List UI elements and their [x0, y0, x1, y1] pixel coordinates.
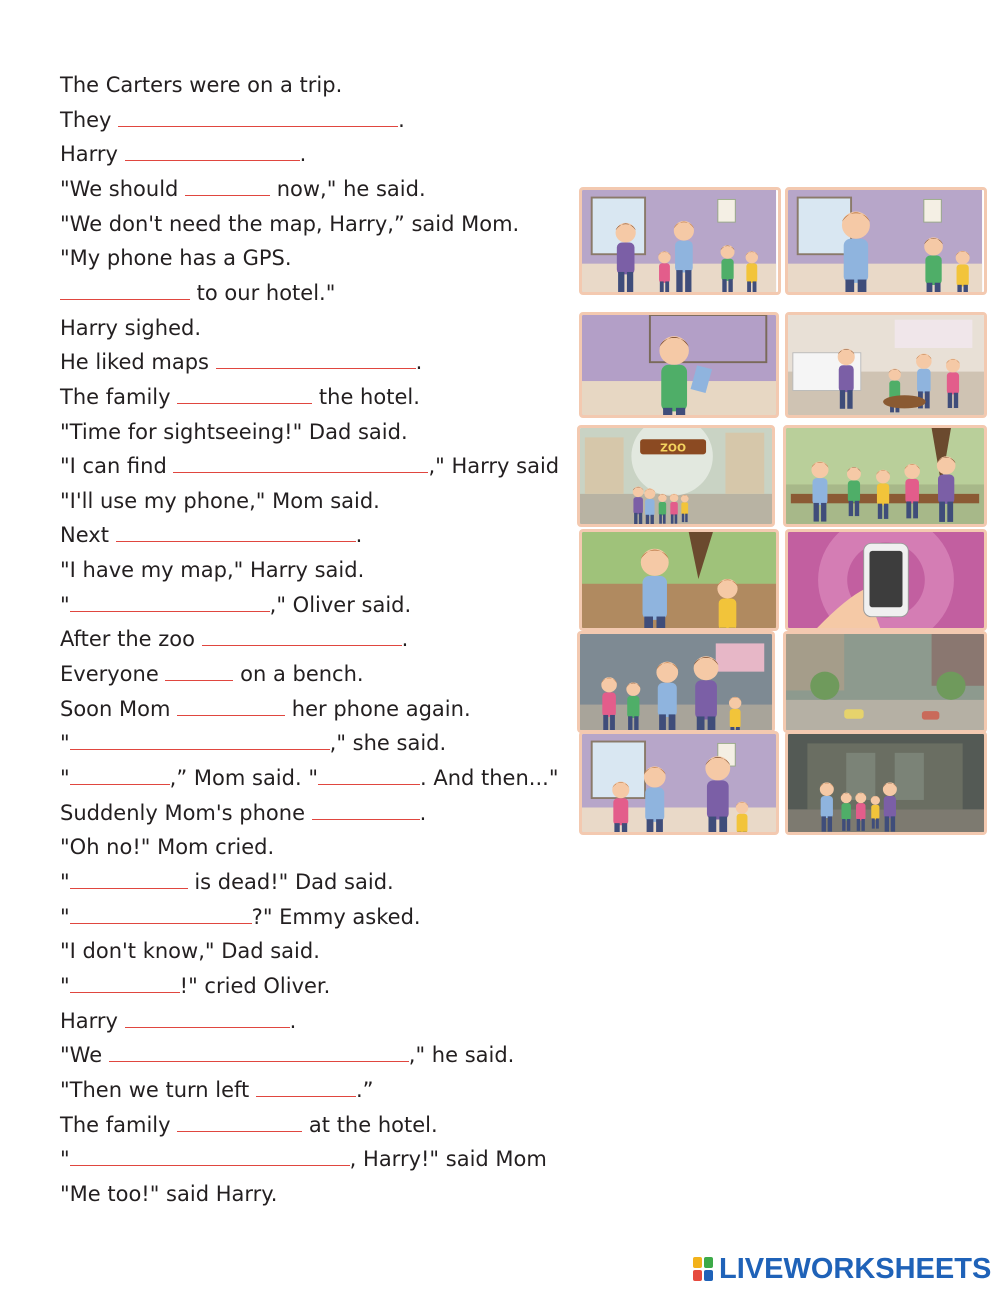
sentence-text: "I'll use my phone," Mom said. — [60, 488, 380, 513]
sentence-text: "I don't know," Dad said. — [60, 939, 320, 964]
sentence-text: " — [60, 1147, 70, 1172]
sentence-text: ," Harry said — [428, 454, 560, 479]
sentence-line — [60, 555, 364, 585]
sentence-line — [60, 694, 471, 724]
sentence-text: .” — [355, 1077, 374, 1102]
answer-blank[interactable] — [70, 764, 170, 785]
answer-blank[interactable] — [177, 1111, 302, 1132]
sentence-text: now," he said. — [270, 176, 426, 201]
answer-blank[interactable] — [109, 1041, 409, 1062]
sentence-text: Harry — [60, 142, 125, 167]
sentence-text: " — [60, 869, 70, 894]
sentence-text: . — [415, 350, 423, 375]
answer-blank[interactable] — [173, 452, 428, 473]
sentence-text: . And then..." — [419, 766, 559, 790]
sentence-line — [60, 278, 335, 308]
sentence-line — [60, 832, 274, 862]
panel-mom-with-phone — [785, 187, 987, 295]
liveworksheets-logo — [693, 1252, 991, 1286]
sentence-line — [60, 867, 394, 897]
sentence-text: "Time for sightseeing!" Dad said. — [60, 419, 408, 444]
sentence-text: . — [355, 523, 363, 548]
sentence-line — [60, 139, 306, 169]
sentence-text: . — [419, 800, 427, 825]
sentence-text: . — [299, 142, 307, 167]
answer-blank[interactable] — [70, 972, 180, 993]
sentence-text: "We — [60, 1043, 109, 1068]
sentence-line — [60, 763, 558, 793]
answer-blank[interactable] — [60, 279, 190, 300]
sentence-text: on a bench. — [233, 662, 364, 687]
answer-blank[interactable] — [202, 625, 402, 646]
sentence-line — [60, 1040, 514, 1070]
sentence-text: "Then we turn left — [60, 1077, 256, 1102]
panel-hotel-at-night — [785, 731, 987, 835]
sentence-text: ," he said. — [408, 1043, 515, 1068]
sentence-line — [60, 728, 446, 758]
sentence-line — [60, 1006, 296, 1036]
sentence-text: " — [60, 973, 70, 998]
sentence-text: "I can find — [60, 454, 174, 479]
panel-family-on-bench — [783, 425, 987, 527]
sentence-line — [60, 347, 422, 377]
sentence-line — [60, 417, 408, 447]
sentence-line — [60, 1179, 277, 1209]
sentence-line — [60, 590, 411, 620]
sentence-text: Suddenly Mom's phone — [60, 800, 312, 825]
answer-blank[interactable] — [125, 1007, 290, 1028]
sentence-text: He liked maps — [60, 350, 216, 375]
sentence-text: " — [60, 904, 70, 929]
sentence-text: her phone again. — [285, 696, 471, 721]
sentence-line — [60, 936, 320, 966]
panel-city-street — [783, 631, 987, 733]
panel-phone-in-hand — [785, 529, 987, 631]
panel-harry-with-map — [579, 312, 779, 418]
answer-blank[interactable] — [177, 383, 312, 404]
sentence-text: , Harry!" said Mom — [349, 1147, 547, 1172]
sentence-text: " — [60, 766, 70, 790]
sentence-line — [60, 902, 421, 932]
sentence-line — [60, 624, 408, 654]
sentence-line — [60, 486, 380, 516]
sentence-text: Harry — [60, 1008, 125, 1033]
sentence-text: The Carters were on a trip. — [60, 73, 343, 97]
answer-blank[interactable] — [70, 729, 330, 750]
answer-blank[interactable] — [318, 764, 420, 785]
svg-text:ZOO: ZOO — [660, 442, 687, 455]
sentence-text: " — [60, 592, 70, 617]
sentence-text: the hotel. — [312, 384, 420, 409]
answer-blank[interactable] — [118, 106, 398, 127]
answer-blank[interactable] — [125, 140, 300, 161]
panel-family-reading-map — [579, 731, 779, 835]
sentence-text: After the zoo — [60, 627, 202, 652]
sentence-line — [60, 382, 420, 412]
sentence-text: ," Oliver said. — [269, 592, 412, 617]
sentence-line — [60, 1110, 438, 1140]
sentence-line — [60, 971, 330, 1001]
sentence-line — [60, 798, 426, 828]
sentence-text: Soon Mom — [60, 696, 178, 721]
panel-hotel-room — [785, 312, 987, 418]
sentence-text: Harry sighed. — [60, 315, 202, 340]
sentence-line — [60, 70, 342, 100]
sentence-line — [60, 313, 201, 343]
sentence-text: "Oh no!" Mom cried. — [60, 835, 275, 860]
sentence-text: Everyone — [60, 662, 166, 687]
sentence-line — [60, 451, 559, 481]
panel-family-arrives — [579, 187, 781, 295]
sentence-line — [60, 1144, 547, 1174]
sentence-line — [60, 1075, 374, 1105]
brand-name: LIVEWORKSHEETS — [719, 1252, 992, 1285]
sentence-line — [60, 105, 405, 135]
story-illustrations — [577, 185, 989, 840]
sentence-line — [60, 520, 362, 550]
sentence-text: . — [289, 1008, 297, 1033]
sentence-line — [60, 209, 519, 239]
sentence-text: "We should — [60, 176, 186, 201]
sentence-text: ?" Emmy asked. — [251, 904, 421, 929]
sentence-line — [60, 659, 364, 689]
sentence-text: " — [60, 731, 70, 756]
sentence-text: . — [401, 627, 409, 652]
answer-blank[interactable] — [185, 175, 270, 196]
sentence-text: The family — [60, 384, 178, 409]
sentence-text: They — [60, 107, 119, 132]
panel-family-lost — [577, 631, 775, 733]
sentence-text: is dead!" Dad said. — [187, 869, 394, 894]
answer-blank[interactable] — [312, 799, 420, 820]
sentence-text: "My phone has a GPS. — [60, 246, 292, 271]
liveworksheets-logo-icon — [693, 1256, 715, 1282]
answer-blank[interactable] — [256, 1076, 356, 1097]
sentence-text: "Me too!" said Harry. — [60, 1181, 278, 1206]
answer-blank[interactable] — [70, 903, 252, 924]
sentence-line — [60, 243, 292, 273]
sentence-text: ,” Mom said. " — [169, 766, 318, 790]
sentence-text: Next — [60, 523, 116, 548]
sentence-text: "I have my map," Harry said. — [60, 558, 365, 583]
answer-blank[interactable] — [177, 695, 285, 716]
sentence-text: !" cried Oliver. — [179, 973, 331, 998]
sentence-text: "We don't need the map, Harry,” said Mom. — [60, 211, 520, 236]
sentence-text: The family — [60, 1112, 178, 1137]
answer-blank[interactable] — [70, 868, 188, 889]
panel-mom-and-oliver — [579, 529, 779, 631]
sentence-text: ," she said. — [329, 731, 447, 756]
answer-blank[interactable] — [116, 521, 356, 542]
sentence-text: at the hotel. — [302, 1112, 438, 1137]
sentence-text: to our hotel." — [190, 280, 336, 305]
answer-blank[interactable] — [70, 1145, 350, 1166]
answer-blank[interactable] — [216, 348, 416, 369]
answer-blank[interactable] — [165, 660, 233, 681]
sentence-text: . — [398, 107, 405, 132]
panel-zoo-entrance — [577, 425, 775, 527]
answer-blank[interactable] — [70, 591, 270, 612]
sentence-line — [60, 174, 426, 204]
